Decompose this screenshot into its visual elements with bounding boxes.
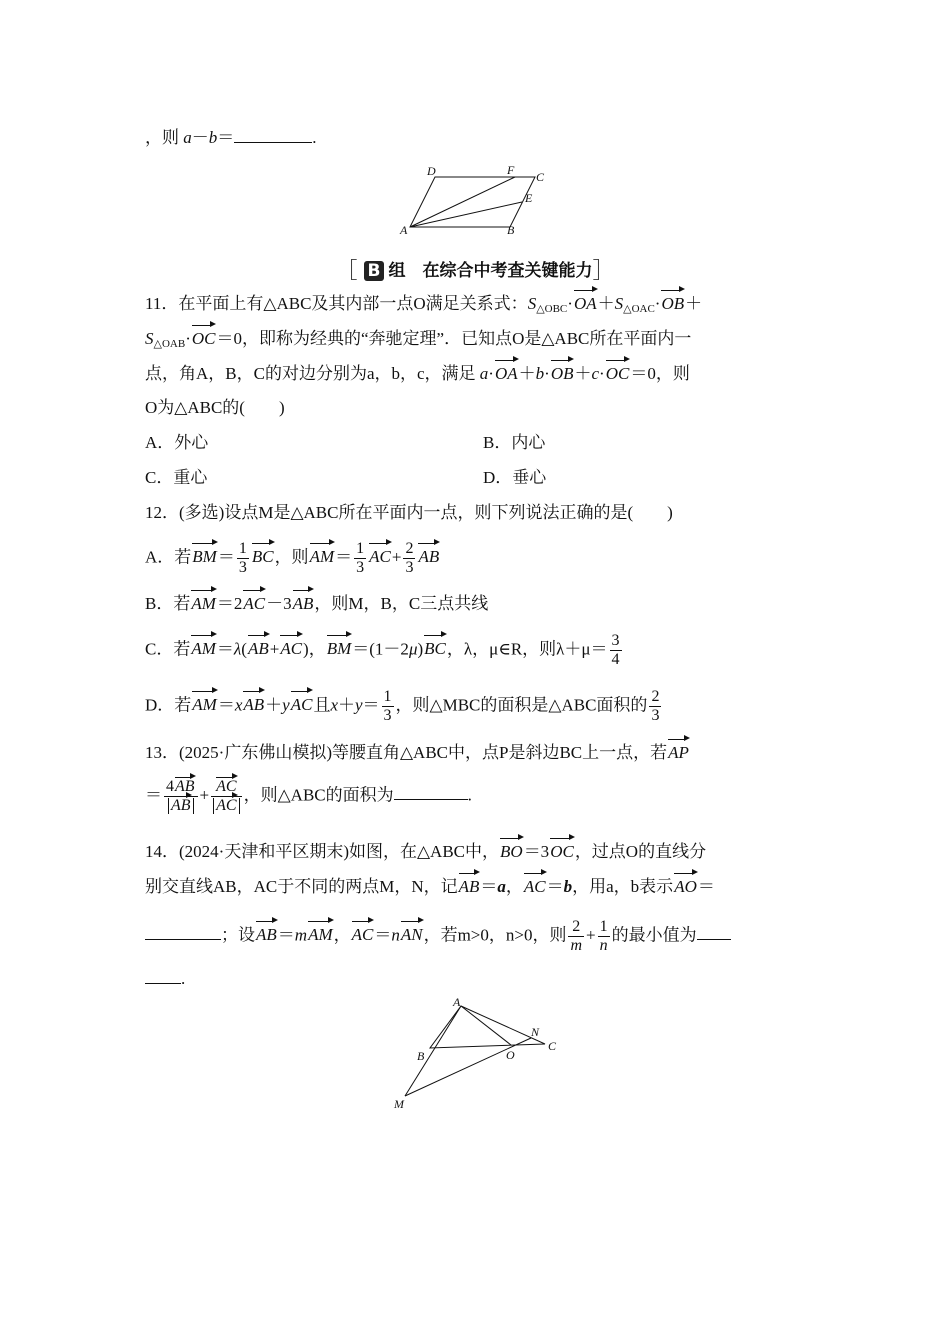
triangle-figure: [385, 994, 565, 1116]
segment-AM: [405, 1006, 461, 1096]
q11-option-c: C．重心: [145, 468, 208, 487]
label-C: C: [536, 170, 545, 184]
q13-line2: ＝ $\frac{4AB}{AB}$ + $\frac{AC}{AC}$ ，则△ABC的面积为 .: [145, 778, 472, 814]
q12-stem: 12．(多选)设点M是△ABC所在平面内一点，则下列说法正确的是( ): [145, 503, 673, 522]
answer-blank: [697, 923, 731, 940]
q13-stem: 13．(2025·广东佛山模拟)等腰直角△ABC中，点P是斜边BC上一点，若AP: [145, 741, 690, 765]
q12-option-a: A．若BM＝ $\frac{1}{3}$ BC，则AM＝ $\frac{1}{3}$ AC+ $\frac{2}{3}$ AB: [145, 540, 440, 576]
label-D: D: [427, 164, 436, 178]
q14-stem: 14．(2024·天津和平区期末)如图，在△ABC中，BO＝3OC，过点O的直线分: [145, 840, 706, 864]
label-A: A: [400, 223, 408, 237]
q11-line2: $S_{\triangle OAB}\cdot OC=0$，即称为经典的“奔驰定理”．已知点O是△ABC所在平面内一: [145, 329, 692, 350]
label-E: E: [525, 191, 533, 205]
q14-line4: .: [145, 967, 185, 991]
q11-option-a: A．外心: [145, 433, 209, 452]
answer-blank: [145, 923, 221, 940]
q11-line4: O为△ABC的( ): [145, 398, 285, 417]
q11-line3: 点，角A，B，C的对边分别为a，b，c，满足 a·OA＋b·OB＋c·OC＝0，则: [145, 362, 690, 386]
q12-option-c: C．若AM＝λ(AB+AC)，BM＝(1－2μ)BC，λ，μ∈R，则λ＋μ＝ $\frac{3}{4}$: [145, 632, 620, 668]
answer-blank: [234, 126, 312, 143]
parallelogram-figure: [395, 162, 555, 238]
label-A: A: [453, 995, 461, 1009]
parallelogram: [410, 177, 535, 227]
q10-answer-line: ，则 a－b＝ .: [145, 128, 317, 147]
label-N: N: [531, 1025, 540, 1039]
q11-option-d: D．垂心: [483, 468, 547, 487]
section-header: ［ B 组 在综合中考查关键能力］: [335, 259, 615, 284]
label-B: B: [507, 223, 515, 237]
q12-option-b: B．若AM＝2AC－3AB，则M，B，C三点共线: [145, 592, 488, 616]
label-O: O: [506, 1048, 515, 1062]
q11-line1: 11．在平面上有△ABC及其内部一点O满足关系式：$S_{\triangle OBC}\cdot OA+S_{\triangle OAC}\cdot OB+$: [145, 294, 703, 315]
label-B: B: [417, 1049, 425, 1063]
q12-option-d: D．若AM＝xAB＋yAC且x＋y＝ $\frac{1}{3}$ ，则△MBC的面积是△ABC面积的 $\frac{2}{3}$: [145, 688, 660, 724]
q14-line3: ；设AB＝mAM，AC＝nAN，若m>0，n>0，则 $\frac{2}{m}$ + $\frac{1}{n}$ 的最小值为: [145, 918, 731, 955]
q11-option-b: B．内心: [483, 433, 546, 452]
q14-line2: 别交直线AB，AC于不同的两点M，N，记AB＝a，AC＝b，用a，b表示AO＝: [145, 875, 715, 899]
segment-AF: [410, 177, 515, 227]
section-badge: B: [364, 261, 385, 281]
label-M: M: [394, 1097, 404, 1111]
label-F: F: [507, 163, 515, 177]
label-C: C: [548, 1039, 557, 1053]
answer-blank: [394, 783, 468, 800]
segment-AE: [410, 202, 522, 227]
answer-blank: [145, 967, 181, 984]
